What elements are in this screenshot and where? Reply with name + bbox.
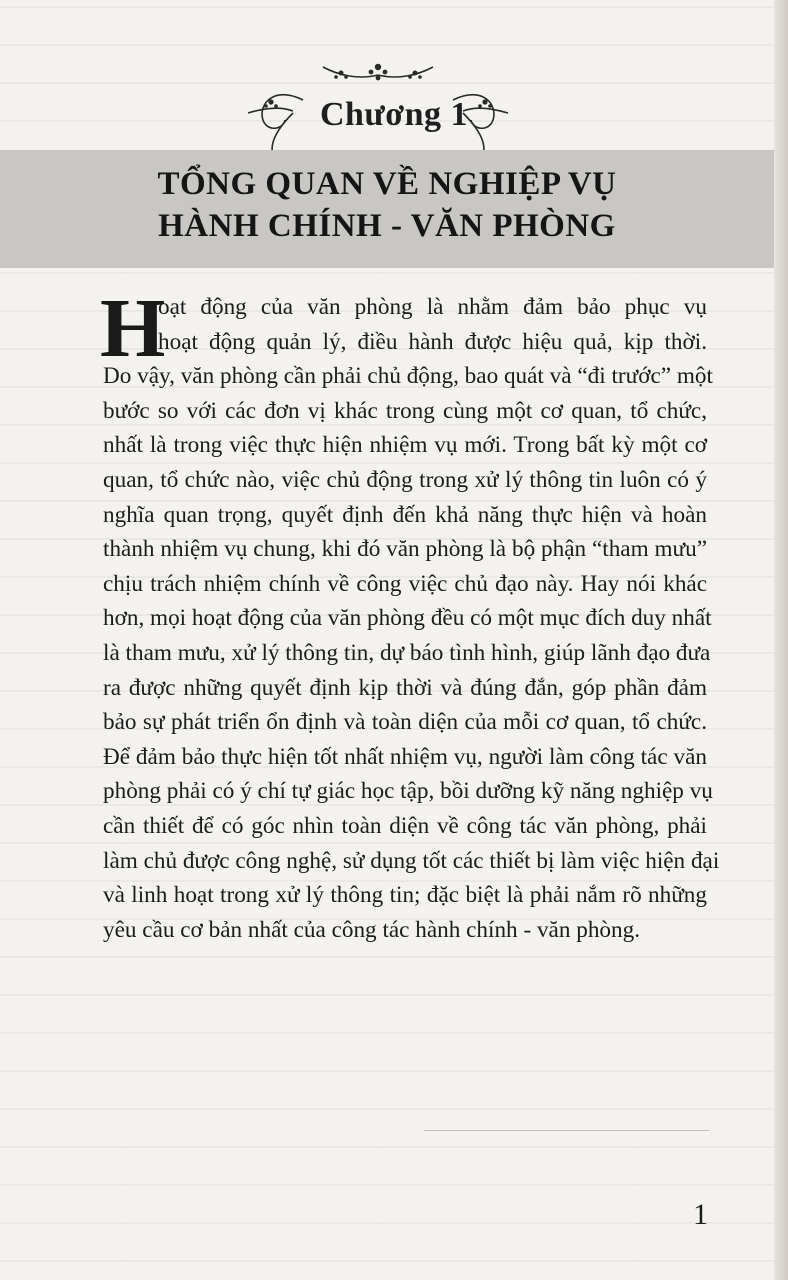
paragraph-line: thành nhiệm vụ chung, khi đó văn phòng là bộ phận “tham mưu” — [103, 536, 707, 563]
page-number: 1 — [693, 1198, 708, 1231]
paragraph-line: oạt động của văn phòng là nhằm đảm bảo phục vụ — [158, 294, 707, 320]
paragraph-line: Do vậy, văn phòng cần phải chủ động, bao quát và “đi trước” một — [103, 363, 713, 390]
paragraph-line: quan, tổ chức nào, việc chủ động trong xử lý thông tin luôn có ý — [103, 466, 707, 493]
paragraph-line: cần thiết để có góc nhìn toàn diện về công tác văn phòng, phải — [103, 812, 707, 839]
paragraph-line: hoạt động quản lý, điều hành được hiệu quả, kịp thời. — [158, 328, 707, 355]
paragraph-line: bảo sự phát triển ổn định và toàn diện của mỗi cơ quan, tổ chức. — [103, 709, 707, 736]
chapter-title-line-2: HÀNH CHÍNH - VĂN PHÒNG — [158, 208, 616, 244]
paragraph-line: chịu trách nhiệm chính về công việc chủ đạo này. Hay nói khác — [103, 570, 707, 597]
paragraph-line: là tham mưu, xử lý thông tin, dự báo tình hình, giúp lãnh đạo đưa — [103, 639, 711, 666]
paragraph-line: yêu cầu cơ bản nhất của công tác hành chính - văn phòng. — [103, 916, 641, 943]
page-edge-shadow — [774, 0, 788, 1280]
footnote-divider — [424, 1130, 709, 1131]
drop-cap-letter: H — [100, 282, 166, 375]
chapter-title-line-1: TỔNG QUAN VỀ NGHIỆP VỤ — [157, 166, 617, 202]
paragraph-line: nghĩa quan trọng, quyết định đến khả năng thực hiện và hoàn — [103, 501, 707, 528]
paragraph-line: hơn, mọi hoạt động của văn phòng đều có một mục đích duy nhất — [103, 605, 712, 632]
paragraph-line: phòng phải có ý chí tự giác học tập, bồi dưỡng kỹ năng nghiệp vụ — [103, 778, 713, 805]
paragraph-line: bước so với các đơn vị khác trong cùng một cơ quan, tổ chức, — [103, 397, 707, 424]
chapter-label: Chương 1 — [319, 96, 469, 133]
paragraph-line: ra được những quyết định kịp thời và đúng đắn, góp phần đảm — [103, 674, 707, 701]
paragraph-line: và linh hoạt trong xử lý thông tin; đặc biệt là phải nắm rõ những — [103, 882, 707, 909]
paragraph-line: làm chủ được công nghệ, sử dụng tốt các thiết bị làm việc hiện đại — [103, 847, 720, 874]
paragraph-line: Để đảm bảo thực hiện tốt nhất nhiệm vụ, người làm công tác văn — [103, 743, 707, 770]
paragraph-line: nhất là trong việc thực hiện nhiệm vụ mới. Trong bất kỳ một cơ — [103, 432, 707, 459]
body-paragraph — [103, 290, 720, 947]
